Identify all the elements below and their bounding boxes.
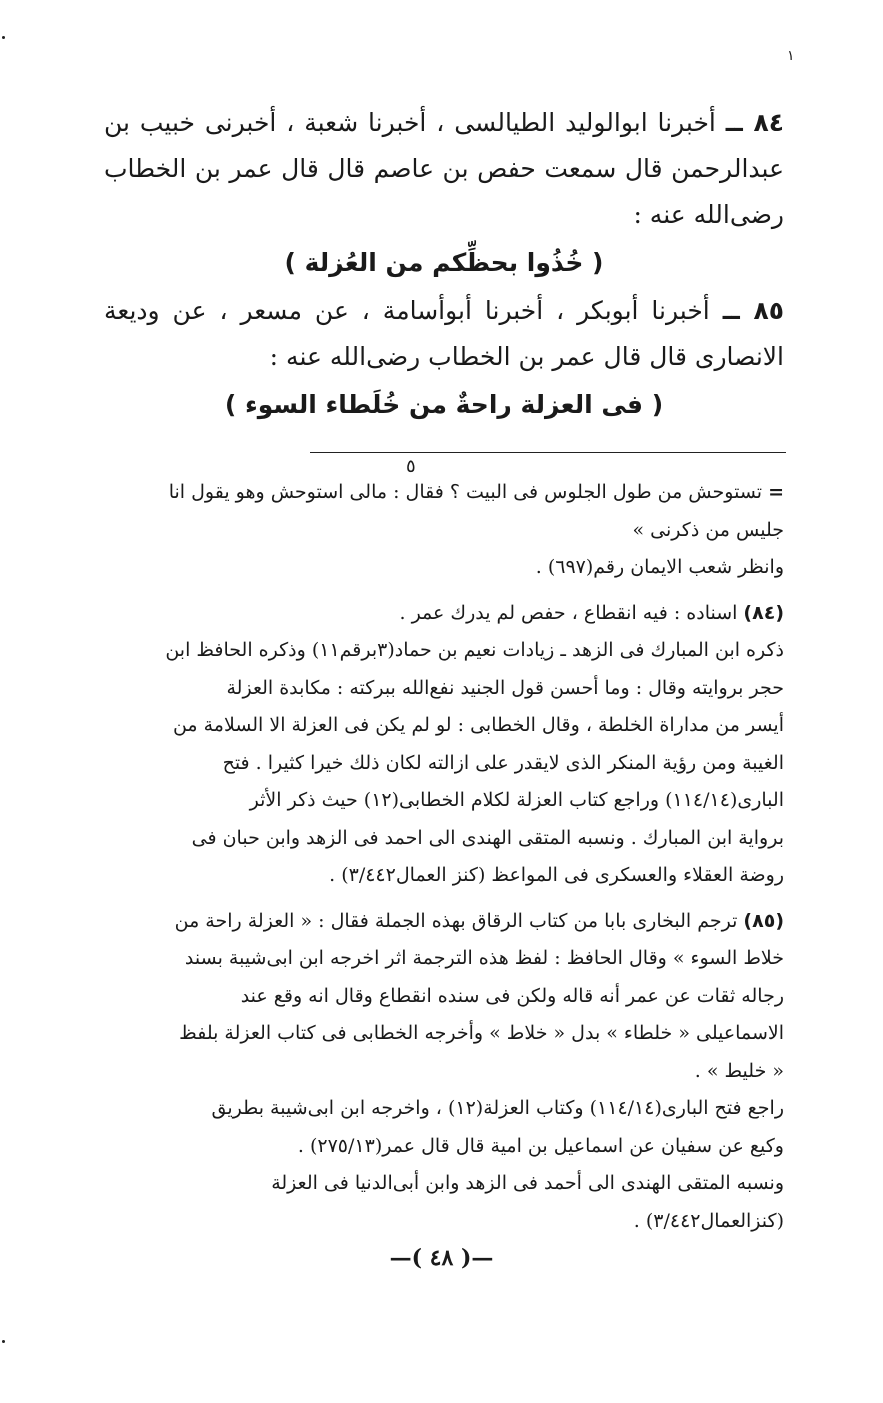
- footnote-line: ونسبه المتقى الهندى الى أحمد فى الزهد وابن أبى‌الدنيا فى العزلة: [271, 1172, 784, 1194]
- footnote-line: (٨٤)اسناده : فيه انقطاع ، حفص لم يدرك عمر .: [399, 601, 784, 624]
- hadith-85: [104, 288, 784, 380]
- footnote-line: (٨٥)ترجم البخارى بابا من كتاب الرقاق بهذه الجملة فقال : « العزلة راحة من: [174, 909, 784, 932]
- hadith-number: ٨٤ ــ: [725, 108, 785, 137]
- hadith-84: [104, 100, 784, 238]
- footnote-label: =: [768, 481, 784, 503]
- footnote-line: أيسر من مداراة الخلطة ، وقال الخطابى : لو لم يكن فى العزلة الا السلامة من: [172, 714, 784, 736]
- footnote-line: خلاط السوء » وقال الحافظ : لفظ هذه الترجمة اثر اخرجه ابن ابى‌شيبة بسند: [184, 947, 784, 969]
- scan-speck: [2, 1340, 5, 1343]
- footnote-line: رجاله ثقات عن عمر أنه قاله ولكن فى سنده انقطاع وقال انه وقع عند: [240, 984, 784, 1007]
- page-corner-mark: ١: [787, 48, 795, 64]
- footnote-line: الاسماعيلى « خلطاء » بدل « خلاط » وأخرجه الخطابى فى كتاب العزلة بلفظ: [179, 1022, 784, 1044]
- main-text: [104, 100, 784, 430]
- footnotes: [104, 474, 784, 1248]
- footnote-line: (كنزالعمال٣/٤٤٢) .: [633, 1209, 784, 1232]
- hadith-text: أخبرنا أبوبكر ، أخبرنا أبوأسامة ، عن مسعر ، عن وديعة الانصارى قال قال عمر بن الخطاب رضى‌الله عنه :: [104, 296, 784, 371]
- footnote-continuation: [104, 474, 784, 587]
- footnote-separator: [310, 452, 786, 453]
- footnote-line: برواية ابن المبارك . ونسبه المتقى الهندى الى احمد فى الزهد وابن حبان فى: [191, 826, 784, 849]
- hadith-85-quote: ( فى العزلة راحةٌ من خُلَطاء السوء ): [224, 390, 664, 419]
- hadith-number: ٨٥ ــ: [722, 296, 784, 325]
- footnote-line: حجر بروايته وقال : وما أحسن قول الجنيد نفع‌الله ببركته : مكابدة العزلة: [226, 676, 784, 699]
- footnote-label: (٨٤): [743, 601, 784, 624]
- footnote-line: البارى(١١٤/١٤) وراجع كتاب العزلة لكلام الخطابى(١٢) حيث ذكر الأثر: [249, 789, 784, 811]
- footnote-line: الغيبة ومن رؤية المنكر الذى لايقدر على ازالته لكان ذلك خيرا كثيرا . فتح: [222, 751, 784, 774]
- scan-speck: [2, 36, 5, 39]
- footnote-line: وانظر شعب الايمان رقم(٦٩٧) .: [535, 556, 784, 578]
- footnote-line: =تستوحش من طول الجلوس فى البيت ؟ فقال : مالى استوحش وهو يقول انا: [168, 481, 784, 503]
- footnote-line: « خليط » .: [694, 1059, 784, 1082]
- footnote-85: [104, 903, 784, 1241]
- footnote-line: ذكره ابن المبارك فى الزهد ـ زيادات نعيم بن حماد(٣برقم١١) وذكره الحافظ ابن: [165, 639, 784, 661]
- footnote-84: [104, 595, 784, 895]
- separator-mark: ٥: [406, 456, 416, 477]
- page-number: —( ٤٨ )—: [389, 1245, 494, 1271]
- hadith-text: أخبرنا ابوالوليد الطيالسى ، أخبرنا شعبة ، أخبرنى خبيب بن عبدالرحمن قال سمعت حفص بن عاصم قال قال عمر بن الخطاب رضى‌الله عنه :: [104, 108, 784, 229]
- footnote-line: راجع فتح البارى(١١٤/١٤) وكتاب العزلة(١٢) ، واخرجه ابن ابى‌شيبة بطريق: [211, 1097, 784, 1119]
- footnote-line: روضة العقلاء والعسكرى فى المواعظ (كنز العمال٣/٤٤٢) .: [329, 864, 784, 886]
- hadith-84-quote: ( خُذُوا بحظِّكم من العُزلة ): [284, 248, 604, 277]
- footnote-line: جليس من ذكرنى »: [632, 518, 784, 541]
- footnote-label: (٨٥): [743, 909, 784, 932]
- footnote-line: وكيع عن سفيان عن اسماعيل بن امية قال قال عمر(٢٧٥/١٣) .: [297, 1134, 784, 1157]
